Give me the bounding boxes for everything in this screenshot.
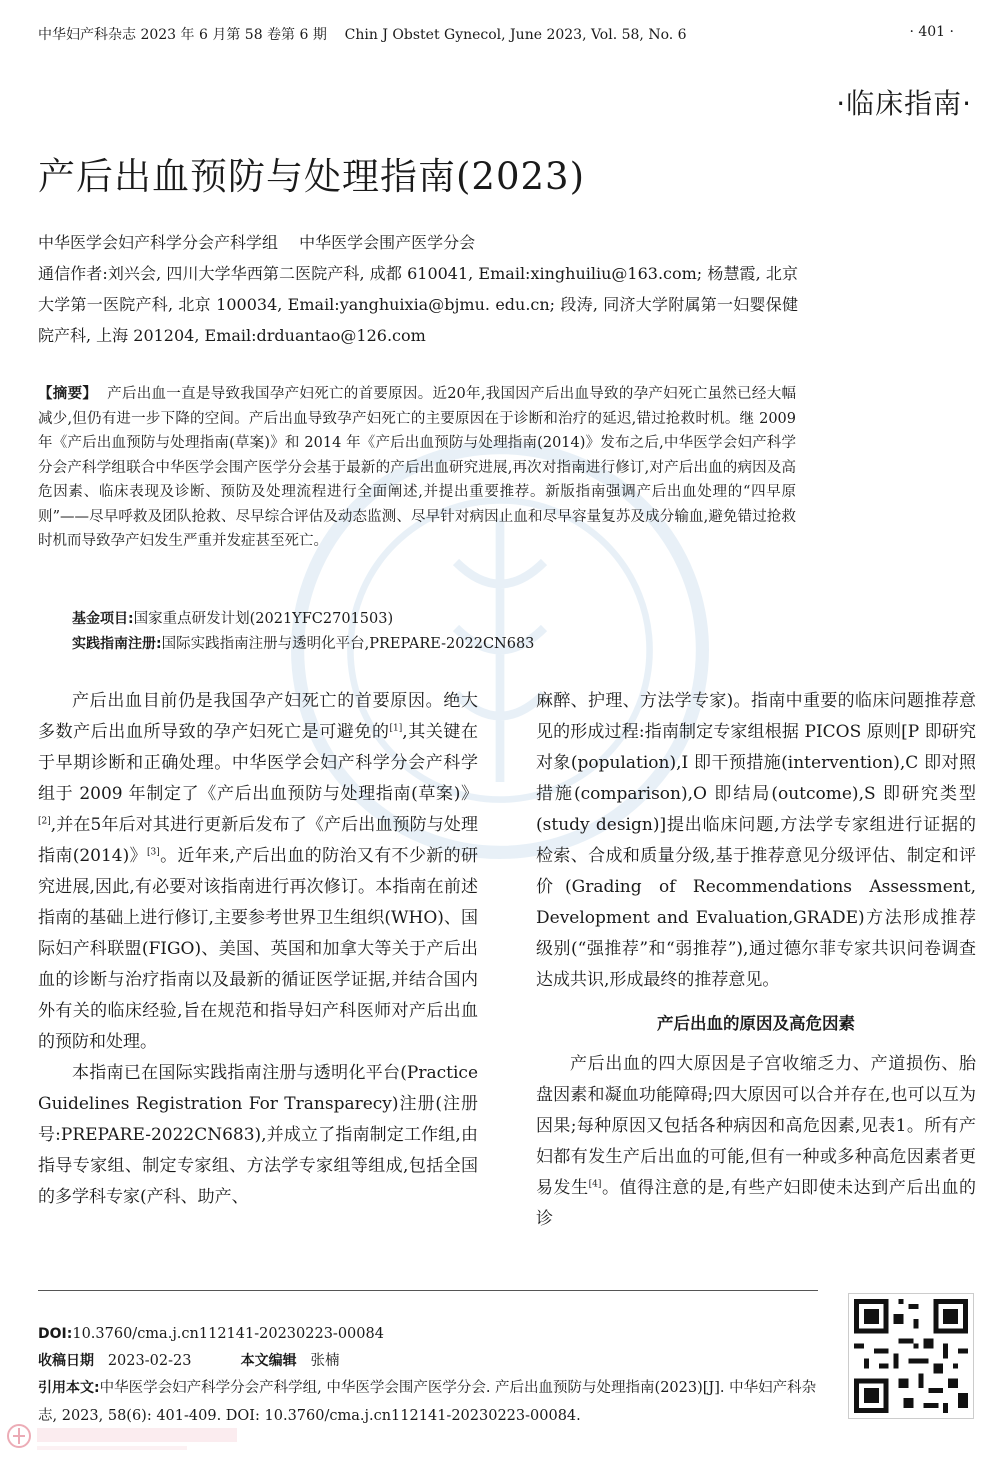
page-number: · 401 · <box>909 24 954 40</box>
fund-line <box>72 607 393 632</box>
received-label: 收稿日期 <box>38 1353 94 1369</box>
editor-label: 本文编辑 <box>240 1353 297 1369</box>
paragraph: 产后出血目前仍是我国孕产妇死亡的首要原因。绝大多数产后出血所导致的孕产妇死亡是可避免的[1],其关键在于早期诊断和正确处理。中华医学会妇产科学分会产科学组于 2009 年制定了《产后出血预防与处理指南(草案)》[2],并在5年后对其进行更新后发布了《产后出血预防与处理指南(2014)》[3]。近年来,产后出血的防治又有不少新的研究进展,因此,有必要对该指南进行再次修订。本指南在前述指南的基础上进行修订,主要参考世界卫生组织(WHO)、国际妇产科联盟(FIGO)、美国、英国和加拿大等关于产后出血的诊断与治疗指南以及最新的循证医学证据,并结合国内外有关的临床经验,旨在规范和指导妇产科医师对产后出血的预防和处理。 <box>38 691 479 1052</box>
reference-4[interactable]: [4] <box>588 1179 602 1190</box>
abstract-label: 【摘要】 <box>38 385 98 402</box>
doi-link[interactable]: 10.3760/cma.j.cn112141-20230223-00084 <box>72 1326 384 1342</box>
article-title: 产后出血预防与处理指南(2023) <box>38 155 586 198</box>
received-line <box>38 1347 339 1375</box>
cite-text: 中华医学会妇产科学分会产科学组, 中华医学会围产医学分会. 产后出血预防与处理指南(2023)[J]. 中华妇产科杂志, 2023, 58(6): 401-409. DOI: 10.3760/cma.j.cn112141-20230223-00084. <box>38 1380 817 1424</box>
paragraph: 产后出血的四大原因是子宫收缩乏力、产道损伤、胎盘因素和凝血功能障碍;四大原因可以合并存在,也可以互为因果;每种原因又包括各种病因和高危因素,见表1。所有产妇都有发生产后出血的可能,但有一种或多种高危因素者更易发生[4]。值得注意的是,有些产妇即使未达到产后出血的诊 <box>536 1054 977 1229</box>
body-column-right <box>536 686 976 1235</box>
body-column-left <box>38 686 478 1213</box>
section-heading: 产后出血的原因及高危因素 <box>657 1014 855 1033</box>
abstract <box>38 382 796 554</box>
journal-en: Chin J Obstet Gynecol, June 2023, Vol. 58, No. 6 <box>344 27 687 43</box>
journal-cn: 中华妇产科杂志 2023 年 6 月第 58 卷第 6 期 <box>38 27 327 43</box>
registration-text: 国际实践指南注册与透明化平台,PREPARE-2022CN683 <box>161 636 535 652</box>
publisher-logo <box>5 1418 245 1458</box>
running-header <box>38 24 687 44</box>
section-tag: ·临床指南· <box>836 87 972 120</box>
received-date: 2023-02-23 <box>107 1353 192 1369</box>
reference-3[interactable]: [3] <box>146 847 160 858</box>
registration-line <box>72 632 534 657</box>
correspondence: 通信作者:刘兴会, 四川大学华西第二医院产科, 成都 610041, Email:xinghuiliu@163.com; 杨慧霞, 北京大学第一医院产科, 北京 100034, Email:yanghuixia@bjmu. edu.cn; 段涛, 同济大学附属第一妇婴保健院产科, 上海 201204, Email:drduantao@126.com <box>38 264 798 345</box>
paragraph: 麻醉、护理、方法学专家)。指南中重要的临床问题推荐意见的形成过程:指南制定专家组根据 PICOS 原则[P 即研究对象(population),I 即干预措施(intervention),C 即对照措施(comparison),O 即结局(outcome),S 即研究类型(study design)]提出临床问题,方法学专家组进行证据的检索、合成和质量分级,基于推荐意见分级评估、制定和评价(Grading of Recommendations Assessment, Development and Evaluation,GRADE)方法形成推荐级别(“强推荐”和“弱推荐”),通过德尔菲专家共识问卷调查达成共识,形成最终的推荐意见。 <box>536 691 976 990</box>
reference-2[interactable]: [2] <box>38 816 51 827</box>
footer-divider <box>38 1290 818 1291</box>
editor-name: 张楠 <box>310 1353 340 1369</box>
reference-1[interactable]: [1] <box>389 723 403 734</box>
authors: 中华医学会妇产科学分会产科学组 中华医学会围产医学分会 <box>38 233 476 252</box>
fund-text: 国家重点研发计划(2021YFC2701503) <box>133 611 394 627</box>
paragraph: 本指南已在国际实践指南注册与透明化平台(Practice Guidelines Registration For Transparecy)注册(注册号:PREPARE-2022CN683),并成立了指南制定工作组,由指导专家组、制定专家组、方法学专家组等组成,包括全国的多学科专家(产科、助产、 <box>38 1063 478 1207</box>
cite-label: 引用本文: <box>38 1380 100 1396</box>
qr-code[interactable] <box>848 1293 974 1419</box>
abstract-text: 产后出血一直是导致我国孕产妇死亡的首要原因。近20年,我国因产后出血导致的孕产妇死亡虽然已经大幅减少,但仍有进一步下降的空间。产后出血导致孕产妇死亡的主要原因在于诊断和治疗的延迟,错过抢救时机。继 2009 年《产后出血预防与处理指南(草案)》和 2014 年《产后出血预防与处理指南(2014)》发布之后,中华医学会妇产科学分会产科学组联合中华医学会围产医学分会基于最新的产后出血研究进展,再次对指南进行修订,对产后出血的病因及高危因素、临床表现及诊断、预防及处理流程进行全面阐述,并提出重要推荐。新版指南强调产后出血处理的“四早原则”——尽早呼救及团队抢救、尽早综合评估及动态监测、尽早针对病因止血和尽早容量复苏及成分输血,避免错过抢救时机而导致孕产妇发生严重并发症甚至死亡。 <box>38 386 796 549</box>
fund-label: 基金项目: <box>72 611 134 627</box>
doi-label: DOI: <box>38 1326 73 1342</box>
doi-line <box>38 1320 384 1348</box>
registration-label: 实践指南注册: <box>72 636 162 652</box>
